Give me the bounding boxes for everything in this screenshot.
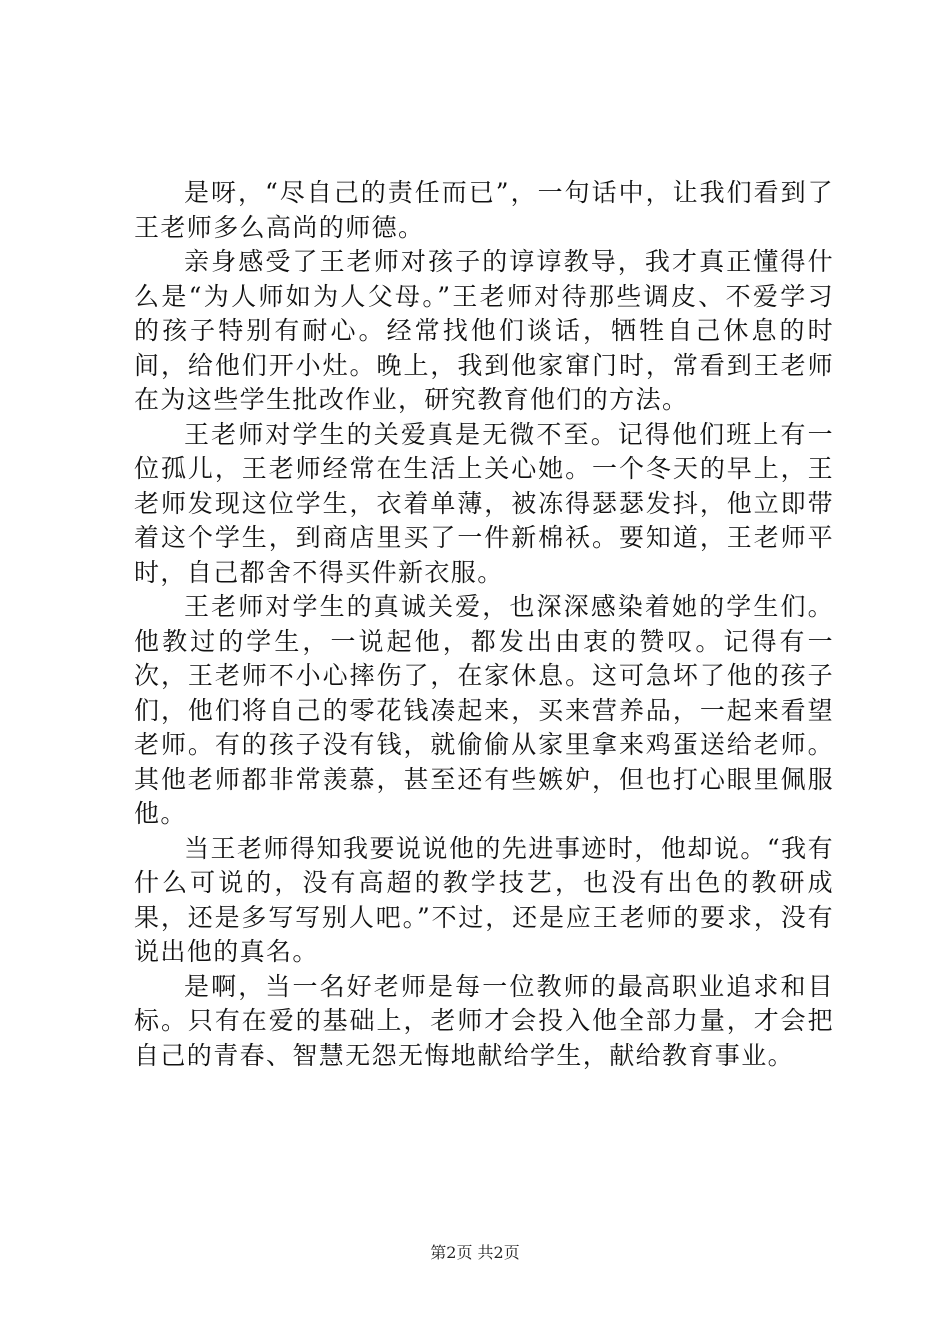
paragraph: 是啊，当一名好老师是每一位教师的最高职业追求和目标。只有在爱的基础上，老师才会投入他全部力量，才会把自己的青春、智慧无怨无悔地献给学生，献给教育事业。 — [134, 971, 834, 1070]
document-body — [134, 176, 834, 1073]
page-number-footer: 第2页 共2页 — [430, 1243, 520, 1262]
paragraph: 王老师对学生的真诚关爱，也深深感染着她的学生们。他教过的学生，一说起他，都发出由衷的赞叹。记得有一次，王老师不小心摔伤了，在家休息。这可急坏了他的孩子们，他们将自己的零花钱凑起来，买来营养品，一起来看望老师。有的孩子没有钱，就偷偷从家里拿来鸡蛋送给老师。其他老师都非常羡慕，甚至还有些嫉妒，但也打心眼里佩服他。 — [134, 592, 834, 828]
paragraph: 亲身感受了王老师对孩子的谆谆教导，我才真正懂得什么是“为人师如为人父母。”王老师对待那些调皮、不爱学习的孩子特别有耐心。经常找他们谈话，牺牲自己休息的时间，给他们开小灶。晚上，我到他家窜门时，常看到王老师在为这些学生批改作业，研究教育他们的方法。 — [134, 247, 834, 414]
paragraph: 是呀，“尽自己的责任而已”，一句话中，让我们看到了王老师多么高尚的师德。 — [134, 178, 834, 242]
paragraph: 王老师对学生的关爱真是无微不至。记得他们班上有一位孤儿，王老师经常在生活上关心她。一个冬天的早上，王老师发现这位学生，衣着单薄，被冻得瑟瑟发抖，他立即带着这个学生，到商店里买了一件新棉袄。要知道，王老师平时，自己都舍不得买件新衣服。 — [134, 419, 834, 587]
paragraph: 当王老师得知我要说说他的先进事迹时，他却说。“我有什么可说的，没有高超的教学技艺，也没有出色的教研成果，还是多写写别人吧。”不过，还是应王老师的要求，没有说出他的真名。 — [134, 833, 834, 966]
